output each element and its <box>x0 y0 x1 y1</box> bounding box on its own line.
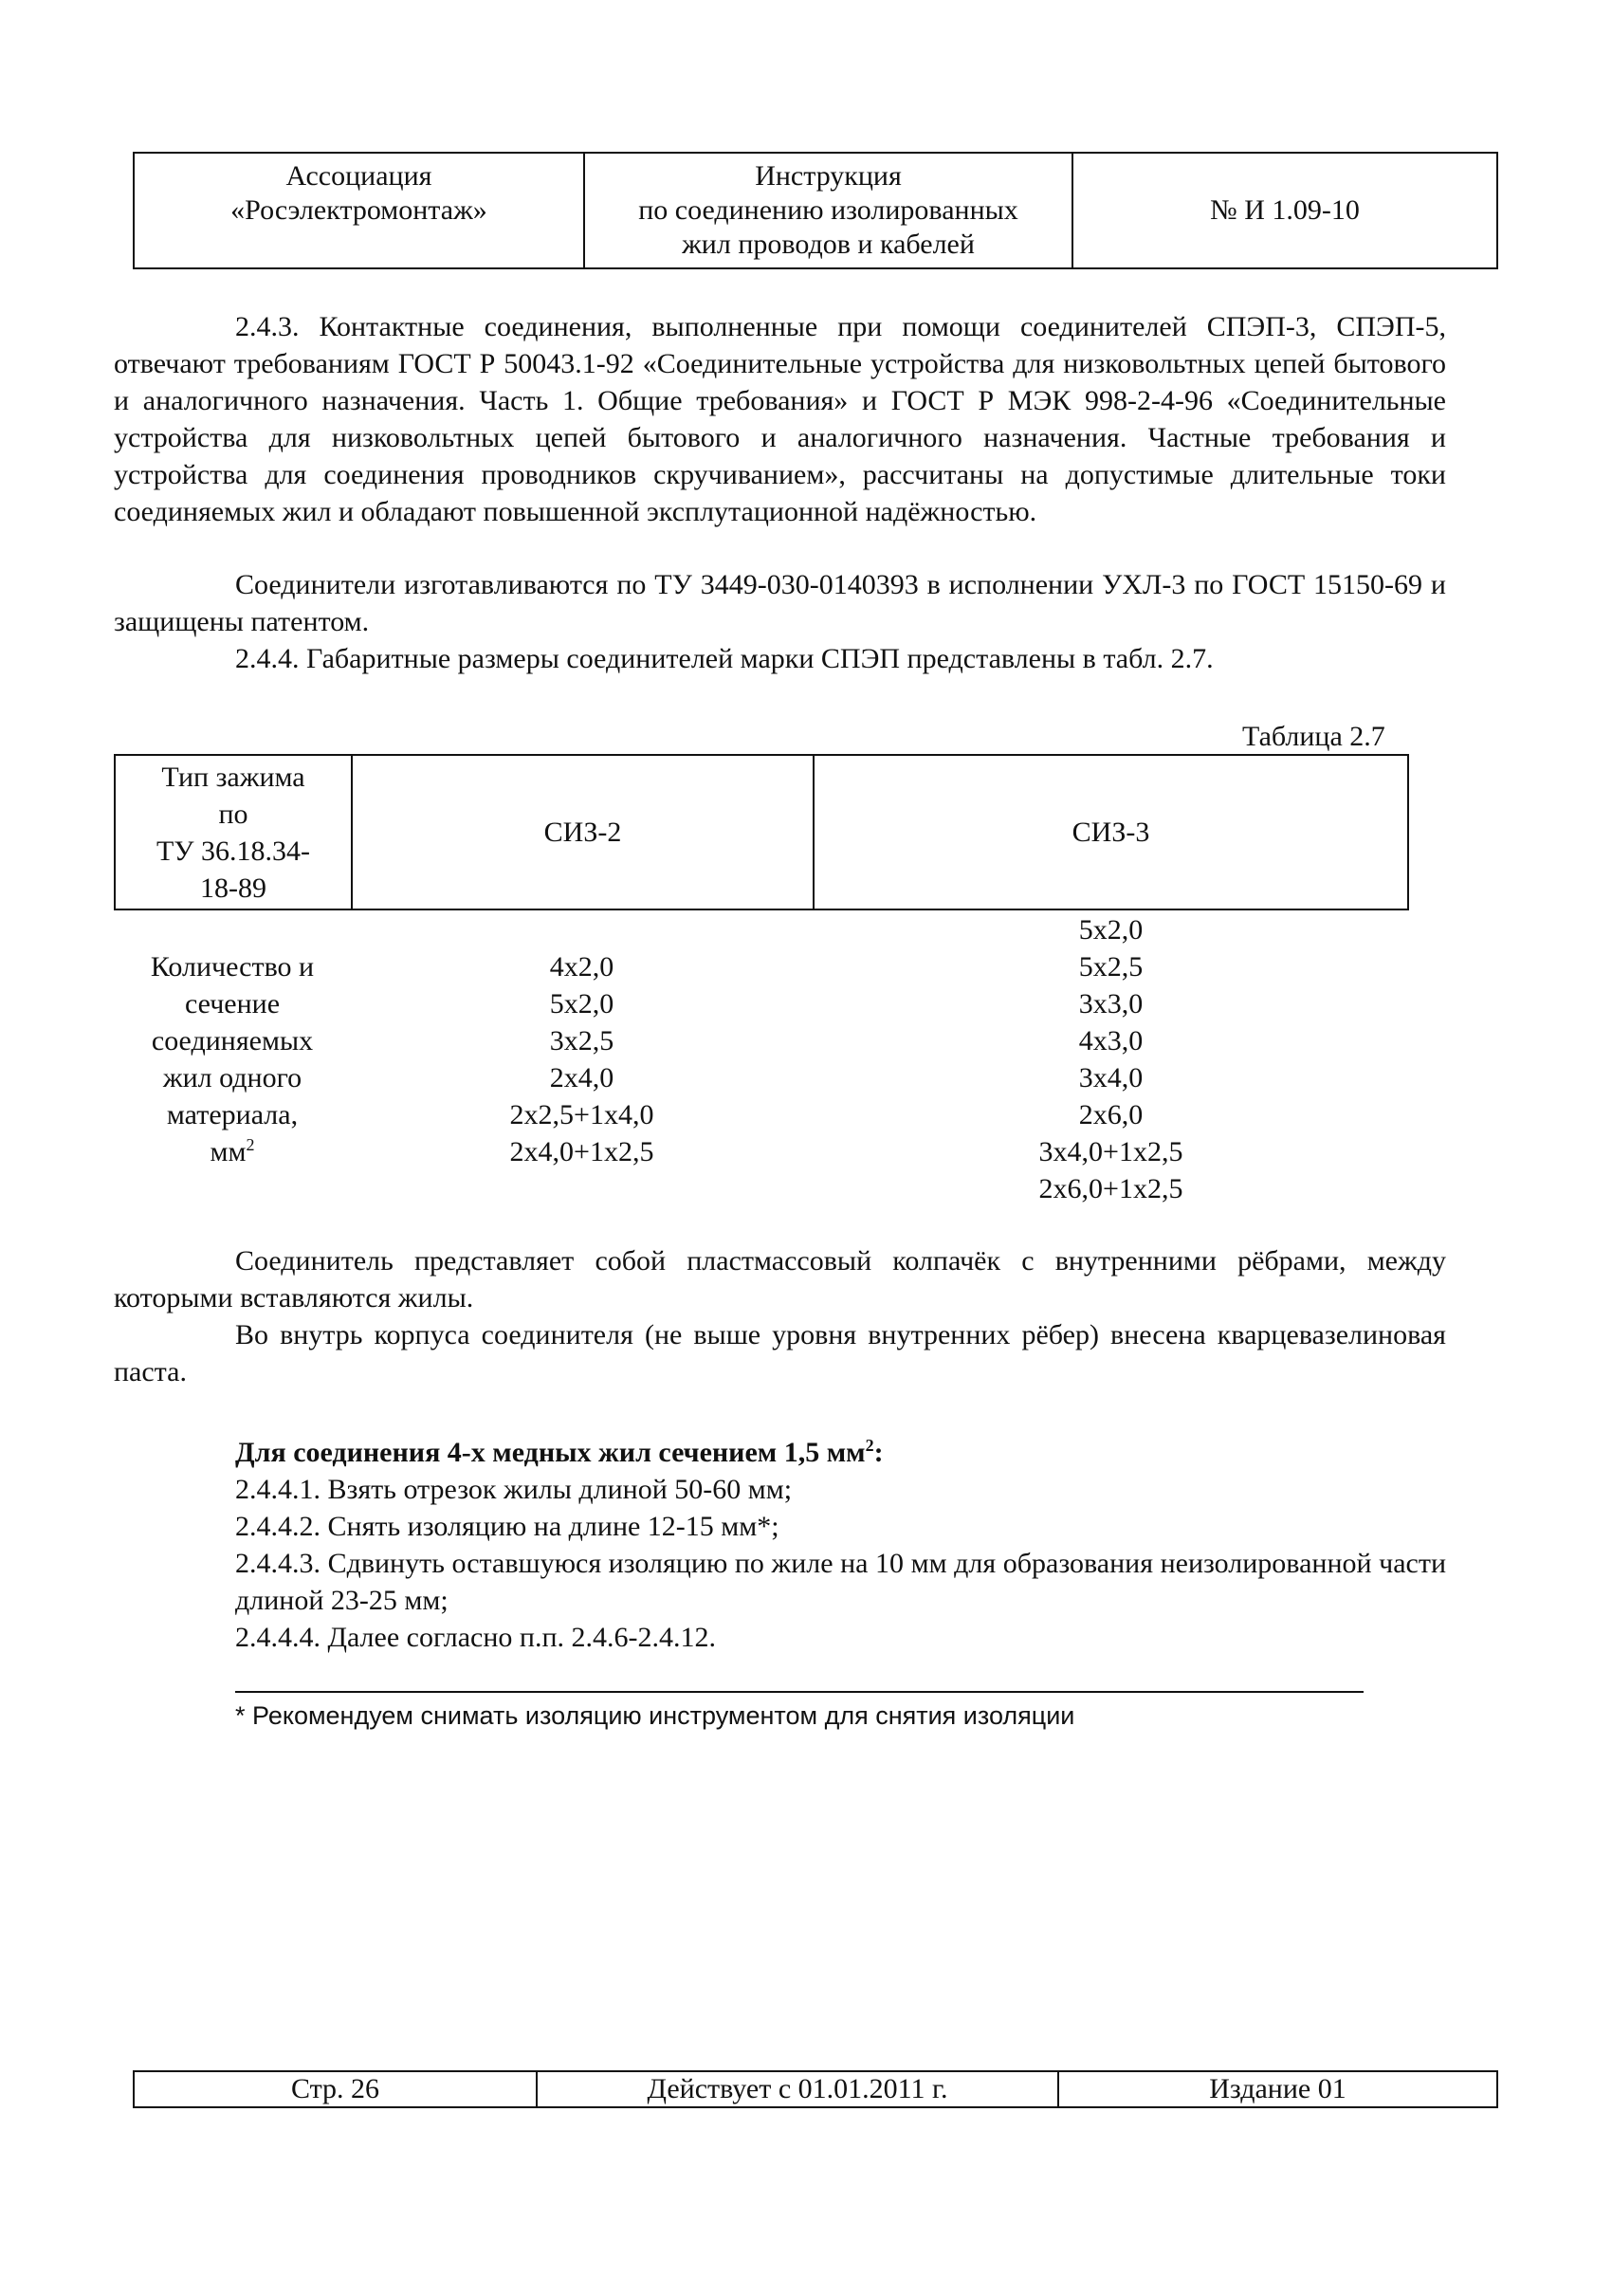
footer-edition: Издание 01 <box>1209 2073 1346 2104</box>
table-caption: Таблица 2.7 <box>1242 721 1385 752</box>
table-cell: 2х4,0+1х2,5 <box>509 1136 654 1167</box>
step-2-4-4-1: 2.4.4.1. Взять отрезок жилы длиной 50-60 мм; <box>235 1474 793 1505</box>
table-head-siz-2: СИЗ-2 <box>353 756 815 909</box>
step-2-4-4-4: 2.4.4.4. Далее согласно п.п. 2.4.6-2.4.12. <box>235 1622 716 1653</box>
footnote: * Рекомендуем снимать изоляцию инструментом для снятия изоляции <box>235 1701 1075 1730</box>
footnote-divider <box>235 1691 1364 1693</box>
table-cell: 5х2,0 <box>1078 914 1144 946</box>
header-organization <box>135 154 585 267</box>
table-cell: 5х2,0 <box>549 988 614 1019</box>
table-cell: 4х2,0 <box>549 951 614 983</box>
paragraph-manufacture: Соединители изготавливаются по ТУ 3449-030-0140393 в исполнении УХЛ-3 по ГОСТ 15150-69 и защищены патентом. <box>114 569 1446 637</box>
header-document-title <box>585 154 1073 267</box>
paragraph-2-4-4: 2.4.4. Габаритные размеры соединителей марки СПЭП представлены в табл. 2.7. <box>235 643 1214 674</box>
table-cell: 2х6,0 <box>1078 1099 1144 1130</box>
table-cell: 3х2,5 <box>549 1025 614 1056</box>
step-2-4-4-3: 2.4.4.3. Сдвинуть оставшуюся изоляцию по жиле на 10 мм для образования неизолированной части длиной 23-25 мм; <box>235 1548 1446 1616</box>
table-cell: 2х4,0 <box>549 1062 614 1093</box>
paragraph-paste: Во внутрь корпуса соединителя (не выше уровня внутренних рёбер) внесена кварцевазелиновая паста. <box>114 1319 1446 1387</box>
table-head-siz-3: СИЗ-3 <box>1072 817 1150 848</box>
header-table <box>133 152 1498 269</box>
footer-table <box>133 2070 1498 2108</box>
table-cell: 3х3,0 <box>1078 988 1144 1019</box>
footer-page: Стр. 26 <box>135 2072 538 2106</box>
table-cell: 3х4,0+1х2,5 <box>1038 1136 1183 1167</box>
header-doc-number: № И 1.09-10 <box>1210 194 1360 226</box>
org-line-1: Ассоциация <box>285 160 432 192</box>
org-line-2: «Росэлектромонтаж» <box>230 194 487 226</box>
paragraph-2-4-3: 2.4.3. Контактные соединения, выполненные при помощи соединителей СПЭП-3, СПЭП-5, отвечают требованиям ГОСТ Р 50043.1-92 «Соединительные устройства для низковольтных цепей бытового и аналогичного назначения. Часть 1. Общие требования» и ГОСТ Р МЭК 998-2-4-96 «Соединительные устройства для низковольтных цепей бытового и аналогичного назначения. Частные требования и устройства для соединения проводников скручиванием», рассчитаны на допустимые длительные токи соединяемых жил и обладают повышенной эксплутационной надёжностью. <box>114 311 1446 527</box>
table-head-clamp-type: Тип зажима по ТУ 36.18.34- 18-89 <box>116 756 353 909</box>
table-siz-2-values <box>351 948 813 1170</box>
table-cell: 4х3,0 <box>1078 1025 1144 1056</box>
table-siz-3-values <box>813 911 1409 1207</box>
table-cell: 3х4,0 <box>1078 1062 1144 1093</box>
doc-line-3: жил проводов и кабелей <box>682 229 975 260</box>
doc-line-1: Инструкция <box>755 160 902 192</box>
paragraph-description: Соединитель представляет собой пластмассовый колпачёк с внутренними рёбрами, между которыми вставляются жилы. <box>114 1245 1446 1313</box>
table-row-label: Количество и сечение соединяемых жил одного материала, $мм^2$ <box>150 951 315 1167</box>
footer-valid-from: Действует с 01.01.2011 г. <box>538 2072 1059 2106</box>
step-2-4-4-2: 2.4.4.2. Снять изоляцию на длине 12-15 мм*; <box>235 1511 779 1542</box>
section-title: Для соединения 4-х медных жил сечением 1,5 $мм^2$: <box>235 1436 884 1468</box>
table-cell: 2х2,5+1х4,0 <box>509 1099 654 1130</box>
table-2-7-header <box>114 754 1409 910</box>
table-cell: 2х6,0+1х2,5 <box>1038 1173 1183 1204</box>
doc-line-2: по соединению изолированных <box>638 194 1018 226</box>
table-cell: 5х2,5 <box>1078 951 1144 983</box>
